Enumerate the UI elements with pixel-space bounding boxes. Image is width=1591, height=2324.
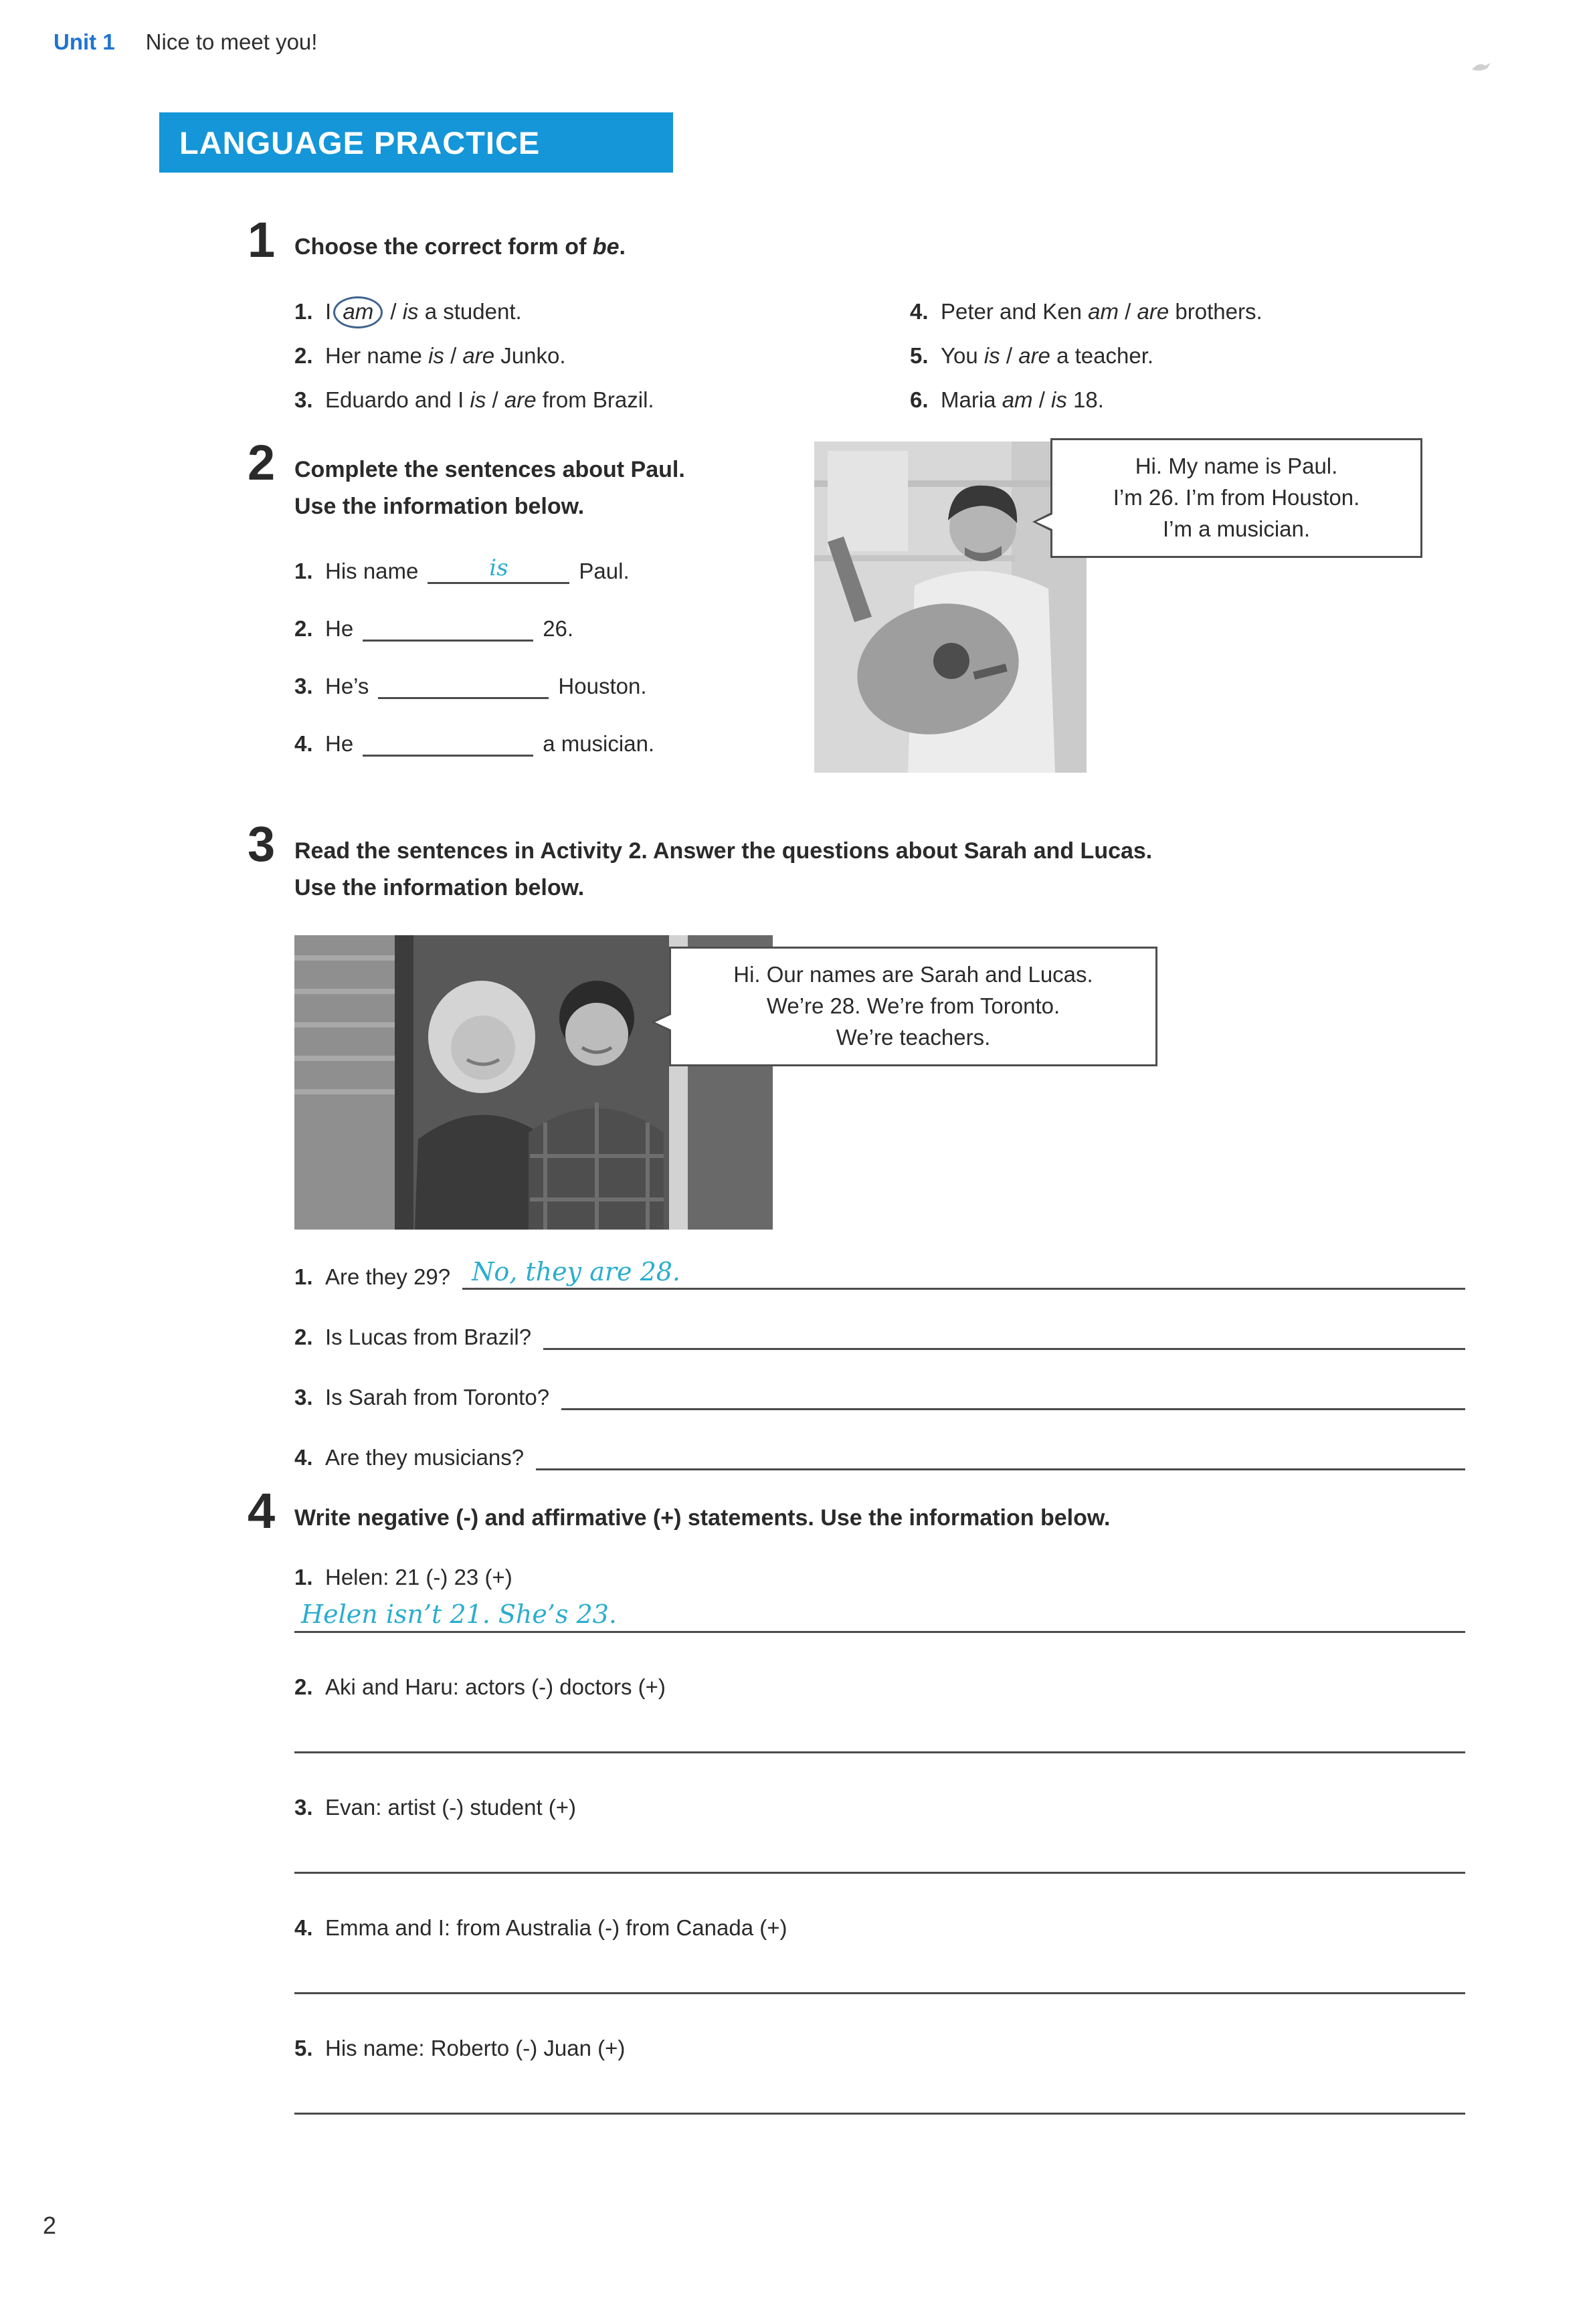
section-banner — [159, 112, 673, 173]
text-after: Junko. — [494, 343, 566, 369]
writing-items — [294, 1565, 1465, 2115]
activity-4 — [248, 1483, 1465, 2156]
choice-item — [910, 387, 1465, 431]
banner-label: LANGUAGE PRACTICE — [179, 124, 541, 161]
speech-line: We’re 28. We’re from Toronto. — [766, 993, 1060, 1019]
speech-line: I’m 26. I’m from Houston. — [1113, 484, 1360, 510]
page-number: 2 — [43, 2212, 57, 2239]
prompt-text: His name: Roberto (-) Juan (+) — [325, 2035, 626, 2060]
item-number: 4. — [294, 731, 313, 757]
text-before: Peter and Ken — [941, 299, 1089, 324]
sarah-lucas-speech-bubble — [669, 947, 1157, 1066]
answer-blank — [363, 731, 533, 757]
prompt-text: Helen: 21 (-) 23 (+) — [325, 1565, 512, 1590]
answer-blank — [428, 554, 569, 584]
unit-title: Nice to meet you! — [145, 29, 318, 54]
question-text: Are they 29? — [325, 1264, 451, 1290]
text-after: a student. — [418, 299, 522, 324]
answer-blank — [363, 616, 533, 642]
photo-and-bubble-row — [248, 920, 1465, 1234]
option-slash: / — [1032, 387, 1052, 413]
question-row — [294, 1445, 1465, 1470]
option: is — [402, 299, 419, 324]
unit-label: Unit 1 — [54, 29, 115, 54]
activity-number: 2 — [248, 435, 274, 490]
handwritten-answer: is — [489, 554, 508, 581]
text-before: Maria — [941, 387, 1002, 413]
writing-item — [294, 1795, 1465, 1874]
writing-prompt — [294, 1565, 1465, 1590]
text-after: a teacher. — [1050, 343, 1154, 369]
title-period: . — [619, 234, 626, 260]
activity-title — [294, 438, 685, 525]
option: are — [504, 387, 537, 413]
option: are — [1018, 343, 1050, 369]
question-row — [294, 1325, 1465, 1350]
answer-line — [536, 1464, 1465, 1470]
item-number: 2. — [294, 343, 313, 369]
item-number: 1. — [294, 299, 313, 324]
decorative-corner-mark-icon — [1469, 55, 1493, 80]
question-text: Is Lucas from Brazil? — [325, 1324, 532, 1349]
text-before: His name — [325, 559, 419, 584]
option: is — [984, 343, 1000, 369]
activity-2 — [248, 435, 1465, 826]
speech-line: Hi. Our names are Sarah and Lucas. — [733, 962, 1093, 987]
choice-list — [294, 299, 1465, 431]
item-number: 2. — [294, 1324, 313, 1349]
text-after: brothers. — [1169, 299, 1262, 324]
option-slash: / — [486, 387, 504, 413]
text-after: from Brazil. — [536, 387, 654, 413]
prompt-text: Aki and Haru: actors (-) doctors (+) — [325, 1674, 666, 1699]
option: is — [1051, 387, 1067, 413]
writing-item — [294, 1915, 1465, 1994]
text-after: 18. — [1066, 387, 1104, 413]
title-line: Complete the sentences about Paul. — [294, 457, 685, 482]
speech-line: We’re teachers. — [836, 1024, 991, 1050]
item-text — [941, 387, 1104, 413]
title-line: Read the sentences in Activity 2. Answer the questions about Sarah and Lucas. — [294, 838, 1153, 864]
answer-line — [294, 1601, 1465, 1633]
answer-line — [561, 1403, 1465, 1410]
item-number: 4. — [910, 299, 929, 324]
question-row — [294, 1258, 1465, 1290]
activity-4-header — [248, 1483, 1465, 1539]
answer-line — [294, 1989, 1465, 1994]
question-text: Is Sarah from Toronto? — [325, 1384, 550, 1410]
text-after: a musician. — [543, 731, 655, 757]
choice-item — [294, 343, 910, 387]
paul-speech-bubble — [1050, 438, 1422, 558]
item-number: 3. — [294, 387, 313, 413]
option: are — [1137, 299, 1169, 324]
option: is — [428, 343, 444, 369]
writing-prompt — [294, 1915, 1465, 1941]
prompt-text: Emma and I: from Australia (-) from Canada (+) — [325, 1915, 787, 1940]
text-before: He — [325, 616, 354, 642]
answer-line — [462, 1258, 1465, 1290]
activity-number: 3 — [248, 816, 274, 872]
answer-line — [543, 1343, 1465, 1350]
item-text — [941, 299, 1262, 324]
item-number: 1. — [294, 1264, 313, 1290]
text-before: He’s — [325, 674, 369, 699]
question-text: Are they musicians? — [325, 1444, 525, 1470]
title-line: Use the information below. — [294, 494, 585, 520]
activity-3-header — [248, 816, 1465, 906]
option-circled: am — [333, 296, 383, 328]
writing-prompt — [294, 2036, 1465, 2061]
answer-blank — [378, 674, 549, 699]
item-text — [941, 343, 1153, 369]
choice-item — [910, 343, 1465, 387]
activity-1 — [248, 212, 1465, 431]
activity-number: 4 — [248, 1483, 274, 1539]
option: are — [462, 343, 495, 369]
item-text — [325, 343, 566, 369]
item-number: 4. — [294, 1444, 313, 1470]
choice-item — [294, 387, 910, 431]
title-line: Use the information below. — [294, 875, 585, 901]
item-number: 3. — [294, 1384, 313, 1410]
text-before: You — [941, 343, 984, 369]
option-slash: / — [384, 299, 403, 324]
option-slash: / — [444, 343, 463, 369]
question-row — [294, 1385, 1465, 1410]
choice-item — [294, 299, 910, 343]
writing-item — [294, 1674, 1465, 1753]
title-text: Choose the correct form of — [294, 234, 593, 260]
item-number: 1. — [294, 1565, 313, 1590]
text-after: Paul. — [579, 559, 630, 584]
item-number: 2. — [294, 616, 313, 642]
answer-line — [294, 1868, 1465, 1874]
item-number: 3. — [294, 674, 313, 699]
text-after: Houston. — [558, 674, 647, 699]
activity-number: 1 — [248, 212, 274, 268]
writing-item — [294, 2036, 1465, 2115]
page-header — [54, 29, 317, 55]
handwritten-answer: Helen isn’t 21. She’s 23. — [301, 1600, 617, 1630]
item-text — [325, 387, 654, 413]
paul-guitar-photo — [814, 442, 1087, 773]
writing-prompt — [294, 1674, 1465, 1700]
writing-prompt — [294, 1795, 1465, 1820]
item-number: 5. — [910, 343, 929, 369]
writing-item — [294, 1565, 1465, 1633]
activity-1-header — [248, 212, 1465, 268]
item-number: 6. — [910, 387, 929, 413]
speech-line: I’m a musician. — [1162, 516, 1311, 541]
text-before: Her name — [325, 343, 429, 369]
text-before: Eduardo and I — [325, 387, 470, 413]
title-keyword: be — [592, 234, 620, 260]
prompt-text: Evan: artist (-) student (+) — [325, 1794, 577, 1820]
text-before: He — [325, 731, 354, 757]
option: am — [1088, 299, 1119, 324]
option-slash: / — [1119, 299, 1137, 324]
speech-line: Hi. My name is Paul. — [1135, 454, 1338, 478]
activity-title — [294, 819, 1152, 906]
item-number: 2. — [294, 1674, 313, 1699]
option: am — [1002, 387, 1033, 413]
choice-item — [910, 299, 1465, 343]
item-number: 3. — [294, 1794, 313, 1820]
option: is — [470, 387, 486, 413]
answer-line — [294, 1748, 1465, 1753]
option-slash: / — [1000, 343, 1019, 369]
activity-title — [294, 215, 626, 266]
item-number: 4. — [294, 1915, 313, 1940]
text-after: 26. — [543, 616, 574, 642]
answer-line — [294, 2109, 1465, 2115]
handwritten-answer: No, they are 28. — [472, 1257, 681, 1287]
activity-title: Write negative (-) and affirmative (+) statements. Use the information below. — [294, 1505, 1111, 1531]
item-text — [325, 299, 522, 326]
item-number: 5. — [294, 2035, 313, 2060]
question-list — [294, 1258, 1465, 1470]
text-before: I — [325, 299, 338, 324]
item-number: 1. — [294, 559, 313, 584]
activity-3 — [248, 816, 1465, 1505]
